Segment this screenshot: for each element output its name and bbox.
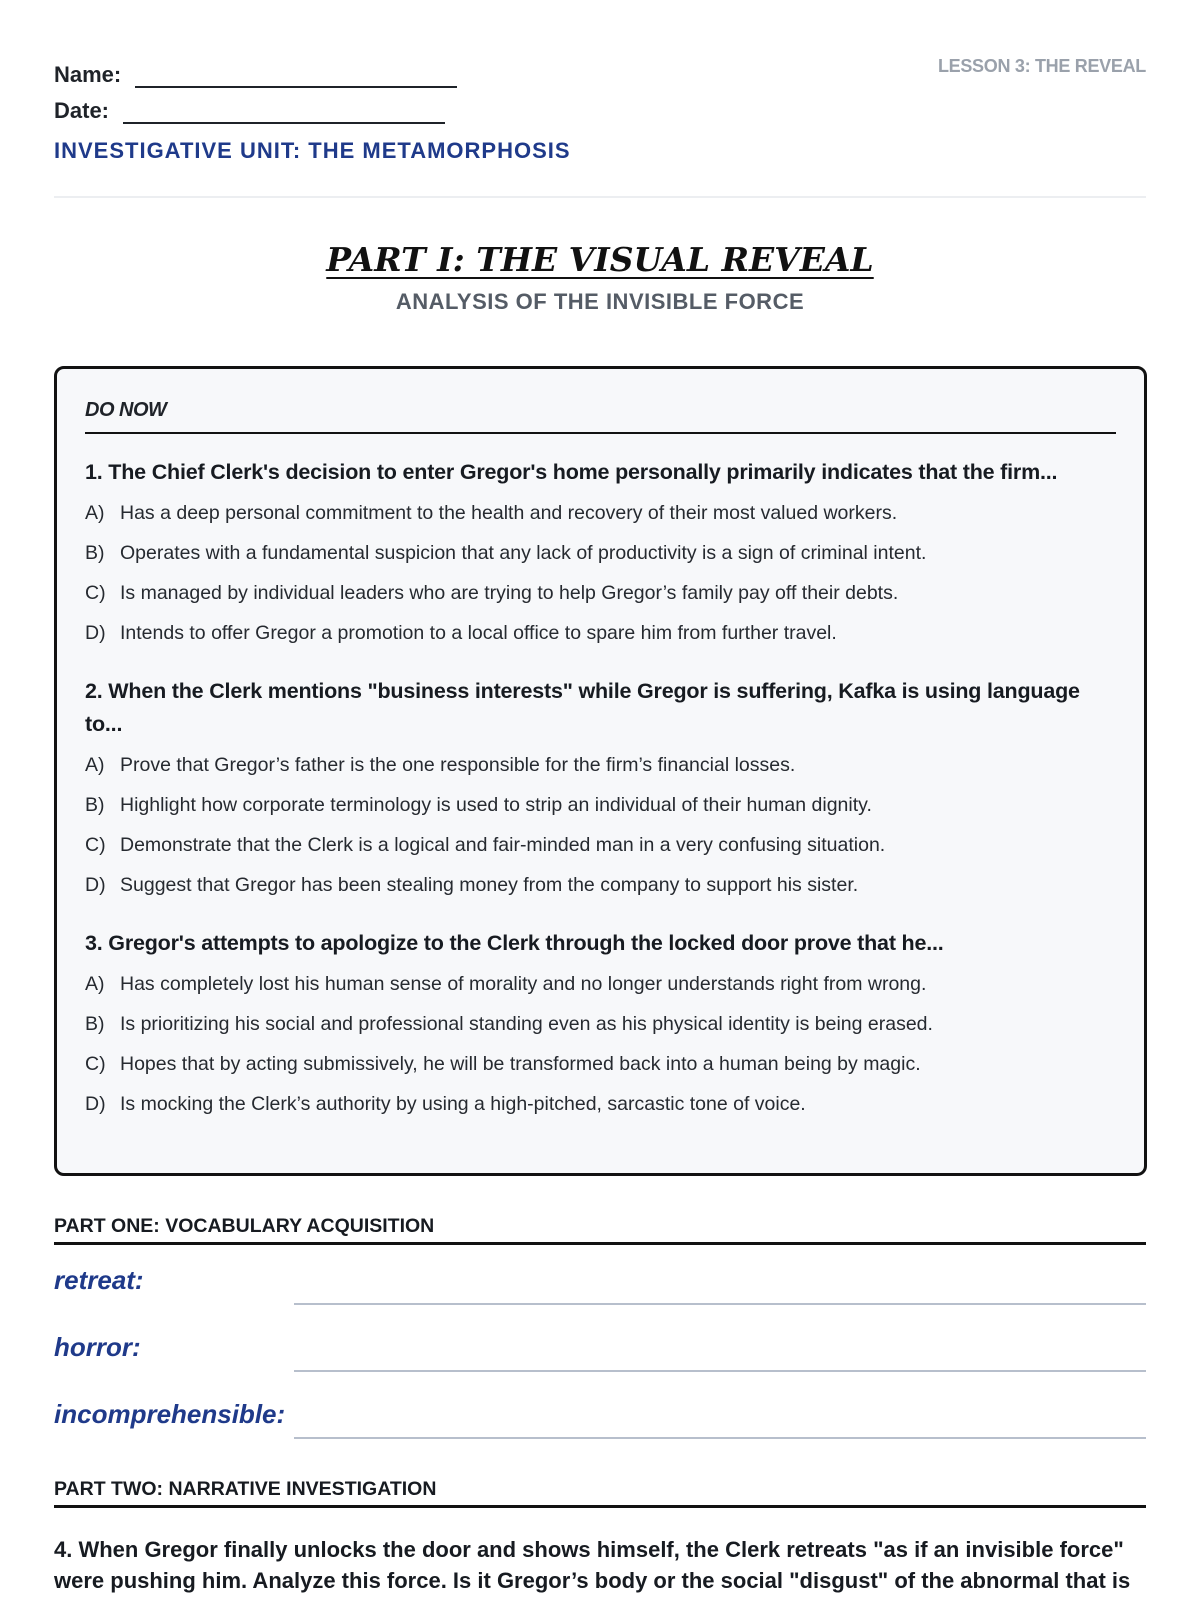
option-text: Highlight how corporate terminology is used to strip an individual of their human dignity. bbox=[120, 794, 872, 816]
question-text: 3. Gregor's attempts to apologize to the Clerk through the locked door prove that he... bbox=[85, 931, 944, 955]
name-blank[interactable] bbox=[135, 62, 457, 88]
option-text: Operates with a fundamental suspicion that any lack of productivity is a sign of criminal intent. bbox=[120, 542, 927, 564]
answer-option[interactable] bbox=[85, 533, 1116, 573]
option-letter: A) bbox=[85, 754, 105, 776]
answer-options bbox=[85, 493, 1116, 653]
vocab-row bbox=[54, 1332, 1146, 1382]
answer-options bbox=[85, 745, 1116, 905]
answer-option[interactable] bbox=[85, 1084, 1116, 1124]
option-letter: A) bbox=[85, 502, 105, 524]
option-letter: D) bbox=[85, 1093, 106, 1115]
option-letter: D) bbox=[85, 622, 106, 644]
vocab-answer-line[interactable] bbox=[294, 1437, 1146, 1439]
do-now-box bbox=[54, 366, 1147, 1176]
answer-option[interactable] bbox=[85, 1004, 1116, 1044]
option-text: Demonstrate that the Clerk is a logical and fair-minded man in a very confusing situation. bbox=[120, 834, 886, 856]
option-letter: A) bbox=[85, 973, 105, 995]
option-letter: B) bbox=[85, 794, 105, 816]
vocab-row bbox=[54, 1399, 1146, 1449]
option-text: Is prioritizing his social and professional standing even as his physical identity is being erased. bbox=[120, 1013, 933, 1035]
option-text: Is managed by individual leaders who are trying to help Gregor’s family pay off their debts. bbox=[120, 582, 899, 604]
option-text: Intends to offer Gregor a promotion to a local office to spare him from further travel. bbox=[120, 622, 837, 644]
vocab-row bbox=[54, 1265, 1146, 1315]
answer-option[interactable] bbox=[85, 493, 1116, 533]
vocab-term: horror: bbox=[54, 1332, 141, 1362]
answer-option[interactable] bbox=[85, 613, 1116, 653]
vocab-term: retreat: bbox=[54, 1265, 144, 1295]
answer-option[interactable] bbox=[85, 825, 1116, 865]
option-text: Is mocking the Clerk’s authority by using a high-pitched, sarcastic tone of voice. bbox=[120, 1093, 806, 1115]
option-text: Hopes that by acting submissively, he will be transformed back into a human being by magic. bbox=[120, 1053, 921, 1075]
option-text: Has completely lost his human sense of morality and no longer understands right from wrong. bbox=[120, 973, 927, 995]
option-letter: B) bbox=[85, 542, 105, 564]
date-row bbox=[54, 88, 1146, 124]
answer-option[interactable] bbox=[85, 1044, 1116, 1084]
date-label: Date: bbox=[54, 98, 110, 123]
vocab-answer-line[interactable] bbox=[294, 1370, 1146, 1372]
answer-option[interactable] bbox=[85, 745, 1116, 785]
answer-option[interactable] bbox=[85, 573, 1116, 613]
worksheet-header bbox=[54, 52, 1146, 198]
question-text: 2. When the Clerk mentions "business interests" while Gregor is suffering, Kafka is using language to... bbox=[85, 679, 1080, 736]
date-blank[interactable] bbox=[123, 98, 445, 124]
do-now-label: DO NOW bbox=[85, 399, 1116, 434]
answer-options bbox=[85, 964, 1116, 1124]
vocab-term: incomprehensible: bbox=[54, 1399, 286, 1429]
part-one-heading: PART ONE: VOCABULARY ACQUISITION bbox=[54, 1215, 1146, 1245]
part-two-heading: PART TWO: NARRATIVE INVESTIGATION bbox=[54, 1478, 1146, 1508]
option-letter: B) bbox=[85, 1013, 105, 1035]
option-letter: C) bbox=[85, 1053, 106, 1075]
lesson-label: LESSON 3: THE REVEAL bbox=[937, 56, 1146, 76]
name-label: Name: bbox=[54, 62, 122, 87]
option-text: Suggest that Gregor has been stealing money from the company to support his sister. bbox=[120, 874, 859, 896]
answer-option[interactable] bbox=[85, 785, 1116, 825]
title-block bbox=[0, 240, 1200, 315]
page-subtitle: ANALYSIS OF THE INVISIBLE FORCE bbox=[395, 289, 805, 314]
question-4: 4. When Gregor finally unlocks the door and shows himself, the Clerk retreats "as if an invisible force" were pushing him. Analyze this force. Is it Gregor’s body or the social "disgust" of the abnormal that is bbox=[54, 1537, 1131, 1593]
option-letter: C) bbox=[85, 582, 106, 604]
option-letter: D) bbox=[85, 874, 106, 896]
unit-title: INVESTIGATIVE UNIT: THE METAMORPHOSIS bbox=[54, 138, 571, 163]
answer-option[interactable] bbox=[85, 964, 1116, 1004]
option-text: Has a deep personal commitment to the health and recovery of their most valued workers. bbox=[120, 502, 898, 524]
question-text: 1. The Chief Clerk's decision to enter Gregor's home personally primarily indicates that the firm... bbox=[85, 460, 1058, 484]
option-text: Prove that Gregor’s father is the one responsible for the firm’s financial losses. bbox=[120, 754, 796, 776]
vocab-answer-line[interactable] bbox=[294, 1303, 1146, 1305]
question-list bbox=[85, 456, 1116, 1124]
page-title: PART I: THE VISUAL REVEAL bbox=[326, 240, 874, 279]
option-letter: C) bbox=[85, 834, 106, 856]
answer-option[interactable] bbox=[85, 865, 1116, 905]
